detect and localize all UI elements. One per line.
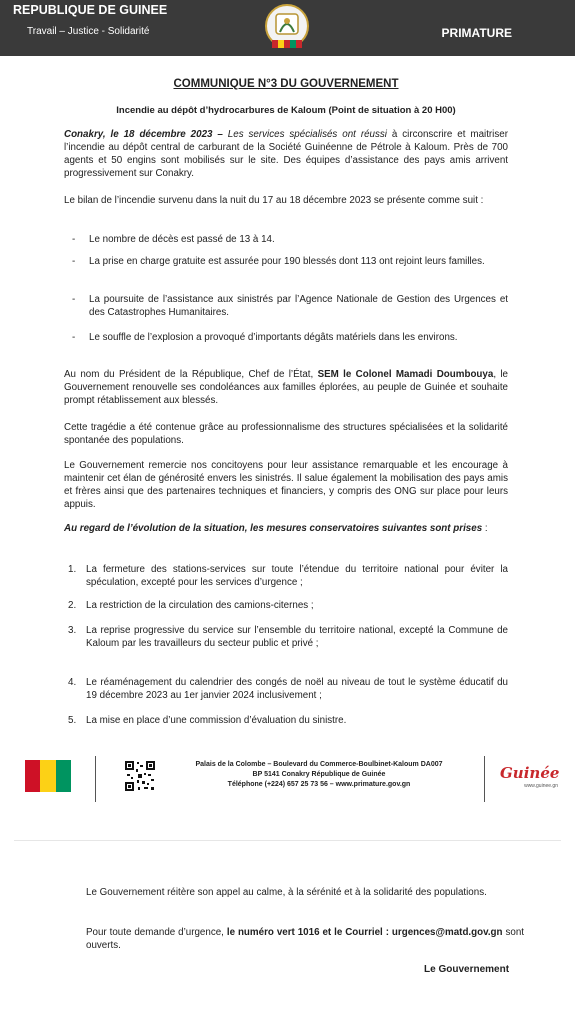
president-post: , le Gouvernement renouvelle ses condoléances aux familles éplorées, au peuple de Guinée et souhaite prompt rétablissement aux blessés. bbox=[64, 369, 508, 406]
logo-wordmark: Guinée bbox=[500, 764, 560, 782]
tragedie-paragraph: Cette tragédie a été contenue grâce au professionnalisme des structures spécialisées et la solidarité spontanée des populations. bbox=[64, 422, 508, 446]
qr-code-icon[interactable] bbox=[124, 760, 156, 792]
flag-yellow-band bbox=[40, 760, 55, 792]
mesure-text: La reprise progressive du service sur l’ensemble du territoire national, excepté la Commune de Kaloum par les travailleurs du secteur public et privé ; bbox=[86, 625, 508, 649]
president-pre: Au nom du Président de la République, Chef de l’État, bbox=[64, 369, 318, 380]
president-name: SEM le Colonel Mamadi Doumbouya bbox=[317, 369, 494, 380]
bullet-item: - La poursuite de l’assistance aux sinistrés par l’Agence Nationale de Gestion des Urgences et des Catastrophes Humanitaires. bbox=[72, 294, 508, 318]
mesure-number: 4. bbox=[68, 677, 77, 688]
address-line: Palais de la Colombe – Boulevard du Commerce-Boulbinet-Kaloum DA007 bbox=[195, 761, 443, 768]
intro-rest: à circonscrire et maitriser l’incendie au dépôt central de carburant de la Société Guinéenne de Pétrole à Kaloum. Près de 700 agents et 50 engins sont mobilisés sur le site. Des équipes d’assistance des pays amis arrivent progressivement sur Conakry. bbox=[64, 129, 508, 179]
mesure-number: 5. bbox=[68, 715, 77, 726]
intro-paragraph bbox=[64, 128, 508, 180]
mesure-text: La restriction de la circulation des camions-citernes ; bbox=[86, 600, 314, 611]
mesure-item bbox=[68, 599, 508, 612]
office-name: PRIMATURE bbox=[441, 26, 512, 40]
mesure-text: La mise en place d’une commission d’évaluation du sinistre. bbox=[86, 715, 347, 726]
intro-italic: Les services spécialisés ont réussi bbox=[222, 129, 387, 140]
bullet-item: - La prise en charge gratuite est assurée pour 190 blessés dont 113 ont rejoint leurs familles. bbox=[72, 256, 485, 267]
mesures-intro-text: Au regard de l’évolution de la situation, les mesures conservatoires suivantes sont prises bbox=[64, 523, 483, 534]
mesure-item bbox=[68, 563, 508, 589]
flag-green-band bbox=[56, 760, 71, 792]
mesure-number: 3. bbox=[68, 625, 77, 636]
communique-subtitle: Incendie au dépôt d’hydrocarbures de Kaloum (Point de situation à 20 H00) bbox=[116, 105, 456, 116]
urgence-post: sont ouverts. bbox=[86, 927, 524, 951]
mesure-number: 1. bbox=[68, 564, 77, 575]
bullet-item: - Le souffle de l’explosion a provoqué d’importants dégâts matériels dans les environs. bbox=[72, 332, 458, 343]
bullet-text: La prise en charge gratuite est assurée pour 190 blessés dont 113 ont rejoint leurs familles. bbox=[89, 256, 485, 267]
footer-divider bbox=[484, 756, 485, 802]
republic-name: REPUBLIQUE DE GUINEE bbox=[13, 3, 168, 17]
footer-divider bbox=[95, 756, 96, 802]
national-motto: Travail – Justice - Solidarité bbox=[27, 26, 150, 37]
mesure-text: Le réaménagement du calendrier des congés de noël au niveau de tout le système éducatif du 19 décembre 2023 au 1er janvier 2024 inclusivement ; bbox=[86, 677, 508, 701]
guinee-logo bbox=[500, 764, 560, 794]
remercie-paragraph: Le Gouvernement remercie nos concitoyens pour leur assistance remarquable et les encourage à maintenir cet élan de générosité envers les sinistrés. Il salue également la mobilisation des pays amis et frères ainsi que des partenaires techniques et financiers, y compris des ONG sur place pour leurs appuis. bbox=[64, 460, 508, 510]
bullet-item: - Le nombre de décès est passé de 13 à 14. bbox=[72, 234, 275, 245]
urgence-paragraph bbox=[86, 926, 524, 952]
mesure-item bbox=[68, 624, 508, 650]
guinea-flag-icon bbox=[25, 760, 71, 792]
page-separator bbox=[14, 840, 561, 841]
mesure-number: 2. bbox=[68, 600, 77, 611]
urgence-contact: le numéro vert 1016 et le Courriel : urgences@matd.gov.gn bbox=[226, 927, 503, 938]
communique-title: COMMUNIQUE N°3 DU GOUVERNEMENT bbox=[173, 78, 399, 90]
flag-red-band bbox=[25, 760, 40, 792]
mesure-item bbox=[68, 676, 508, 702]
bullet-text: Le nombre de décès est passé de 13 à 14. bbox=[89, 234, 275, 245]
appel-paragraph: Le Gouvernement réitère son appel au calme, à la sérénité et à la solidarité des populations. bbox=[86, 887, 487, 898]
mesures-intro bbox=[64, 522, 508, 535]
mesures-intro-colon: : bbox=[482, 523, 488, 534]
president-paragraph bbox=[64, 368, 508, 407]
contact-line: Téléphone (+224) 657 25 73 56 – www.primature.gov.gn bbox=[227, 781, 411, 788]
urgence-pre: Pour toute demande d’urgence, bbox=[86, 927, 227, 938]
logo-website: www.guinee.gn bbox=[524, 783, 558, 789]
coat-of-arms-icon bbox=[262, 2, 312, 54]
bullet-text: La poursuite de l’assistance aux sinistrés par l’Agence Nationale de Gestion des Urgences et des Catastrophes Humanitaires. bbox=[89, 294, 508, 318]
bullet-text: Le souffle de l’explosion a provoqué d’importants dégâts matériels dans les environs. bbox=[89, 332, 458, 343]
dateline: Conakry, le 18 décembre 2023 – bbox=[64, 129, 223, 140]
mesure-text: La fermeture des stations-services sur toute l’étendue du territoire national pour éviter la spéculation, excepté pour les services d’urgence ; bbox=[86, 564, 508, 588]
footer-address bbox=[160, 760, 478, 790]
address-line: BP 5141 Conakry République de Guinée bbox=[252, 771, 386, 778]
mesure-item bbox=[68, 714, 508, 727]
bilan-intro: Le bilan de l’incendie survenu dans la nuit du 17 au 18 décembre 2023 se présente comme suit : bbox=[64, 195, 484, 206]
signature: Le Gouvernement bbox=[424, 964, 510, 975]
